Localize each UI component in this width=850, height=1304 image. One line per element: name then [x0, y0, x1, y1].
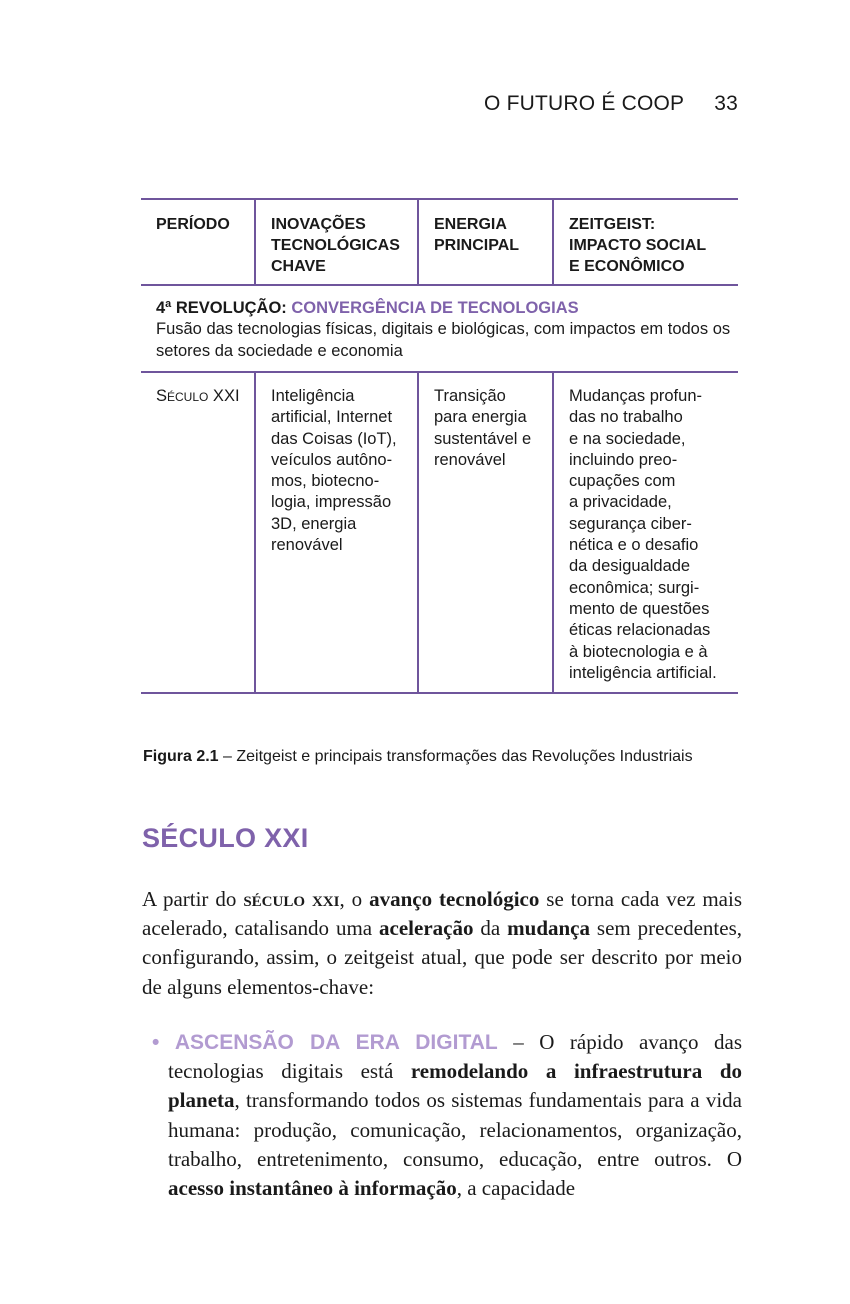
- cell-innovations: Inteligência artificial, Internet das Coisas (IoT), veículos autôno- mos, biotecno- logia, impressão 3D, energia renovável: [254, 373, 417, 692]
- paragraph-bold: século xxi: [243, 887, 340, 911]
- cell-zeitgeist: Mudanças profun- das no trabalho e na sociedade, incluindo preo- cupações com a privacidade, segurança ciber- nética e o desafio da desigualdade econômica; surgi- mento de questões éticas relacionadas à biotecnologia e à inteligência artificial.: [552, 373, 738, 692]
- paragraph-text: A partir do: [142, 887, 244, 911]
- bullet-text: – O rápido avanço das tecnologias digitais está: [168, 1030, 742, 1084]
- paragraph-text: , o: [339, 887, 370, 911]
- band-description: Fusão das tecnologias físicas, digitais e biológicas, com impactos em todos os setores da sociedade e economia: [156, 320, 731, 360]
- table-row: [141, 373, 738, 694]
- paragraph-text: sem precedentes, configurando, assim, o zeitgeist atual, que pode ser descrito por meio de alguns elementos-chave:: [142, 916, 743, 999]
- cell-energy: Transição para energia sustentável e renovável: [417, 373, 552, 692]
- list-item: [152, 1028, 742, 1203]
- body-paragraph: [142, 885, 742, 1002]
- band-title: [156, 298, 738, 319]
- column-header-innovations: INOVAÇÕES TECNOLÓGICAS CHAVE: [254, 200, 417, 284]
- bullet-lead: ASCENSÃO DA ERA DIGITAL: [174, 1031, 498, 1054]
- column-header-zeitgeist: ZEITGEIST: IMPACTO SOCIAL E ECONÔMICO: [552, 200, 738, 284]
- revolutions-table: [141, 198, 738, 694]
- paragraph-bold: aceleração: [379, 916, 474, 941]
- paragraph-bold: avanço tecnológico: [369, 887, 540, 911]
- bullet-text: , transformando todos os sistemas fundamentais para a vida humana: produção, comunicação, relacionamentos, organização, trabalho, entretenimento, consumo, educação, entre outros. O: [168, 1088, 742, 1171]
- period-value: Século XXI: [156, 387, 240, 405]
- paragraph-text: se torna cada vez mais acelerado, catalisando uma: [142, 887, 742, 941]
- running-title: O FUTURO É COOP: [484, 92, 685, 115]
- page-number: 33: [714, 92, 738, 115]
- caption-label: Figura 2.1: [143, 748, 219, 765]
- bullet-text: , a capacidade: [456, 1176, 576, 1201]
- bullet-body: [152, 1028, 742, 1203]
- paragraph-text: da: [473, 916, 508, 941]
- column-header-period: PERÍODO: [156, 216, 230, 233]
- bullet-bold: remodelando a infraestrutura do planeta: [168, 1059, 742, 1113]
- bullet-marker: •: [152, 1031, 160, 1054]
- table-header-row: [141, 198, 738, 286]
- section-title: SÉCULO XXI: [142, 823, 309, 853]
- revolution-band: [141, 286, 738, 373]
- cell-period: [141, 373, 254, 692]
- running-head: [484, 92, 738, 116]
- band-accent: CONVERGÊNCIA DE TECNOLOGIAS: [291, 299, 579, 317]
- column-header-energy: ENERGIA PRINCIPAL: [417, 200, 552, 284]
- bullet-bold: acesso instantâneo à informação: [168, 1176, 457, 1201]
- figure-caption: [143, 748, 693, 766]
- band-label: 4ª REVOLUÇÃO:: [156, 299, 287, 317]
- paragraph-bold: mudança: [507, 916, 590, 941]
- caption-text: – Zeitgeist e principais transformações das Revoluções Industriais: [218, 748, 693, 765]
